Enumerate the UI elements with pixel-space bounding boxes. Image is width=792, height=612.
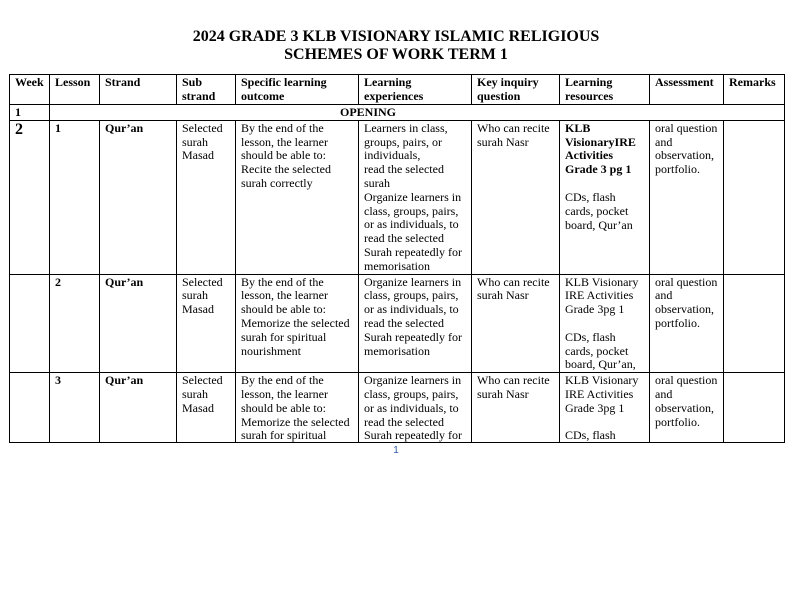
- experiences-cell: Organize learners in class, groups, pairs, or as individuals, to read the selected Surah repeatedly for: [364, 374, 462, 443]
- question-cell: Who can recite surah Nasr: [472, 120, 560, 274]
- week-cell: 1: [10, 105, 50, 121]
- week-cell: [15, 374, 44, 442]
- col-lesson: Lesson: [50, 75, 100, 105]
- opening-row: [10, 105, 785, 121]
- resources-materials: CDs, flash cards, pocket board, Qur’an: [565, 189, 633, 232]
- remarks-cell: [729, 374, 779, 442]
- assessment-cell: oral question and observation, portfolio.: [650, 274, 724, 373]
- page-number: 1: [393, 445, 399, 456]
- resources-cell: KLB Visionary IRE Activities Grade 3pg 1 CDs, flash: [565, 374, 639, 443]
- col-outcome: Specific learning outcome: [236, 75, 359, 105]
- col-week: Week: [10, 75, 50, 105]
- opening-label: OPENING: [50, 105, 785, 121]
- remarks-cell: [724, 120, 785, 274]
- lesson-cell: 2: [50, 274, 100, 373]
- question-cell: Who can recite surah Nasr: [477, 374, 550, 401]
- col-assessment: Assessment: [650, 75, 724, 105]
- col-remarks: Remarks: [724, 75, 785, 105]
- resources-cell: KLB Visionary IRE Activities Grade 3pg 1 CDs, flash cards, pocket board, Qur’an,: [560, 274, 650, 373]
- assessment-cell: oral question and observation, portfolio.: [655, 374, 718, 429]
- document-title: 2024 GRADE 3 KLB VISIONARY ISLAMIC RELIGIOUS SCHEMES OF WORK TERM 1: [192, 28, 600, 63]
- lesson-cell: 1: [50, 120, 100, 274]
- col-experiences: Learning experiences: [359, 75, 472, 105]
- resources-book: KLB VisionaryIRE Activities Grade 3 pg 1: [565, 120, 636, 177]
- substrand-cell: Selected surah Masad: [177, 120, 236, 274]
- col-question: Key inquiry question: [472, 75, 560, 105]
- week-cell: 2: [10, 120, 50, 274]
- remarks-cell: [724, 274, 785, 373]
- outcome-cell: By the end of the lesson, the learner should be able to: Recite the selected surah correctly: [236, 120, 359, 274]
- outcome-cell: By the end of the lesson, the learner should be able to: Memorize the selected surah for spiritual: [241, 374, 350, 443]
- schemes-of-work-table: [9, 74, 785, 443]
- table-row: [10, 373, 785, 443]
- week-cell: [10, 274, 50, 373]
- assessment-cell: oral question and observation, portfolio.: [650, 120, 724, 274]
- outcome-cell: By the end of the lesson, the learner should be able to: Memorize the selected surah for spiritual nourishment: [236, 274, 359, 373]
- col-strand: Strand: [100, 75, 177, 105]
- resources-cell: [560, 120, 650, 274]
- substrand-cell: Selected surah Masad: [177, 274, 236, 373]
- strand-cell: Qur’an: [105, 374, 144, 388]
- col-substrand: Sub strand: [177, 75, 236, 105]
- table-row: [10, 120, 785, 274]
- question-cell: Who can recite surah Nasr: [472, 274, 560, 373]
- strand-cell: Qur’an: [100, 120, 177, 274]
- strand-cell: Qur’an: [100, 274, 177, 373]
- table-row: [10, 274, 785, 373]
- substrand-cell: Selected surah Masad: [182, 374, 223, 415]
- col-resources: Learning resources: [560, 75, 650, 105]
- header-row: [10, 75, 785, 105]
- experiences-cell: Learners in class, groups, pairs, or individuals, read the selected surah Organize learners in class, groups, pairs, or as individuals, to read the selected Surah repeatedly for memorisation: [359, 120, 472, 274]
- experiences-cell: Organize learners in class, groups, pairs, or as individuals, to read the selected Surah repeatedly for memorisation: [359, 274, 472, 373]
- lesson-cell: 3: [55, 374, 61, 388]
